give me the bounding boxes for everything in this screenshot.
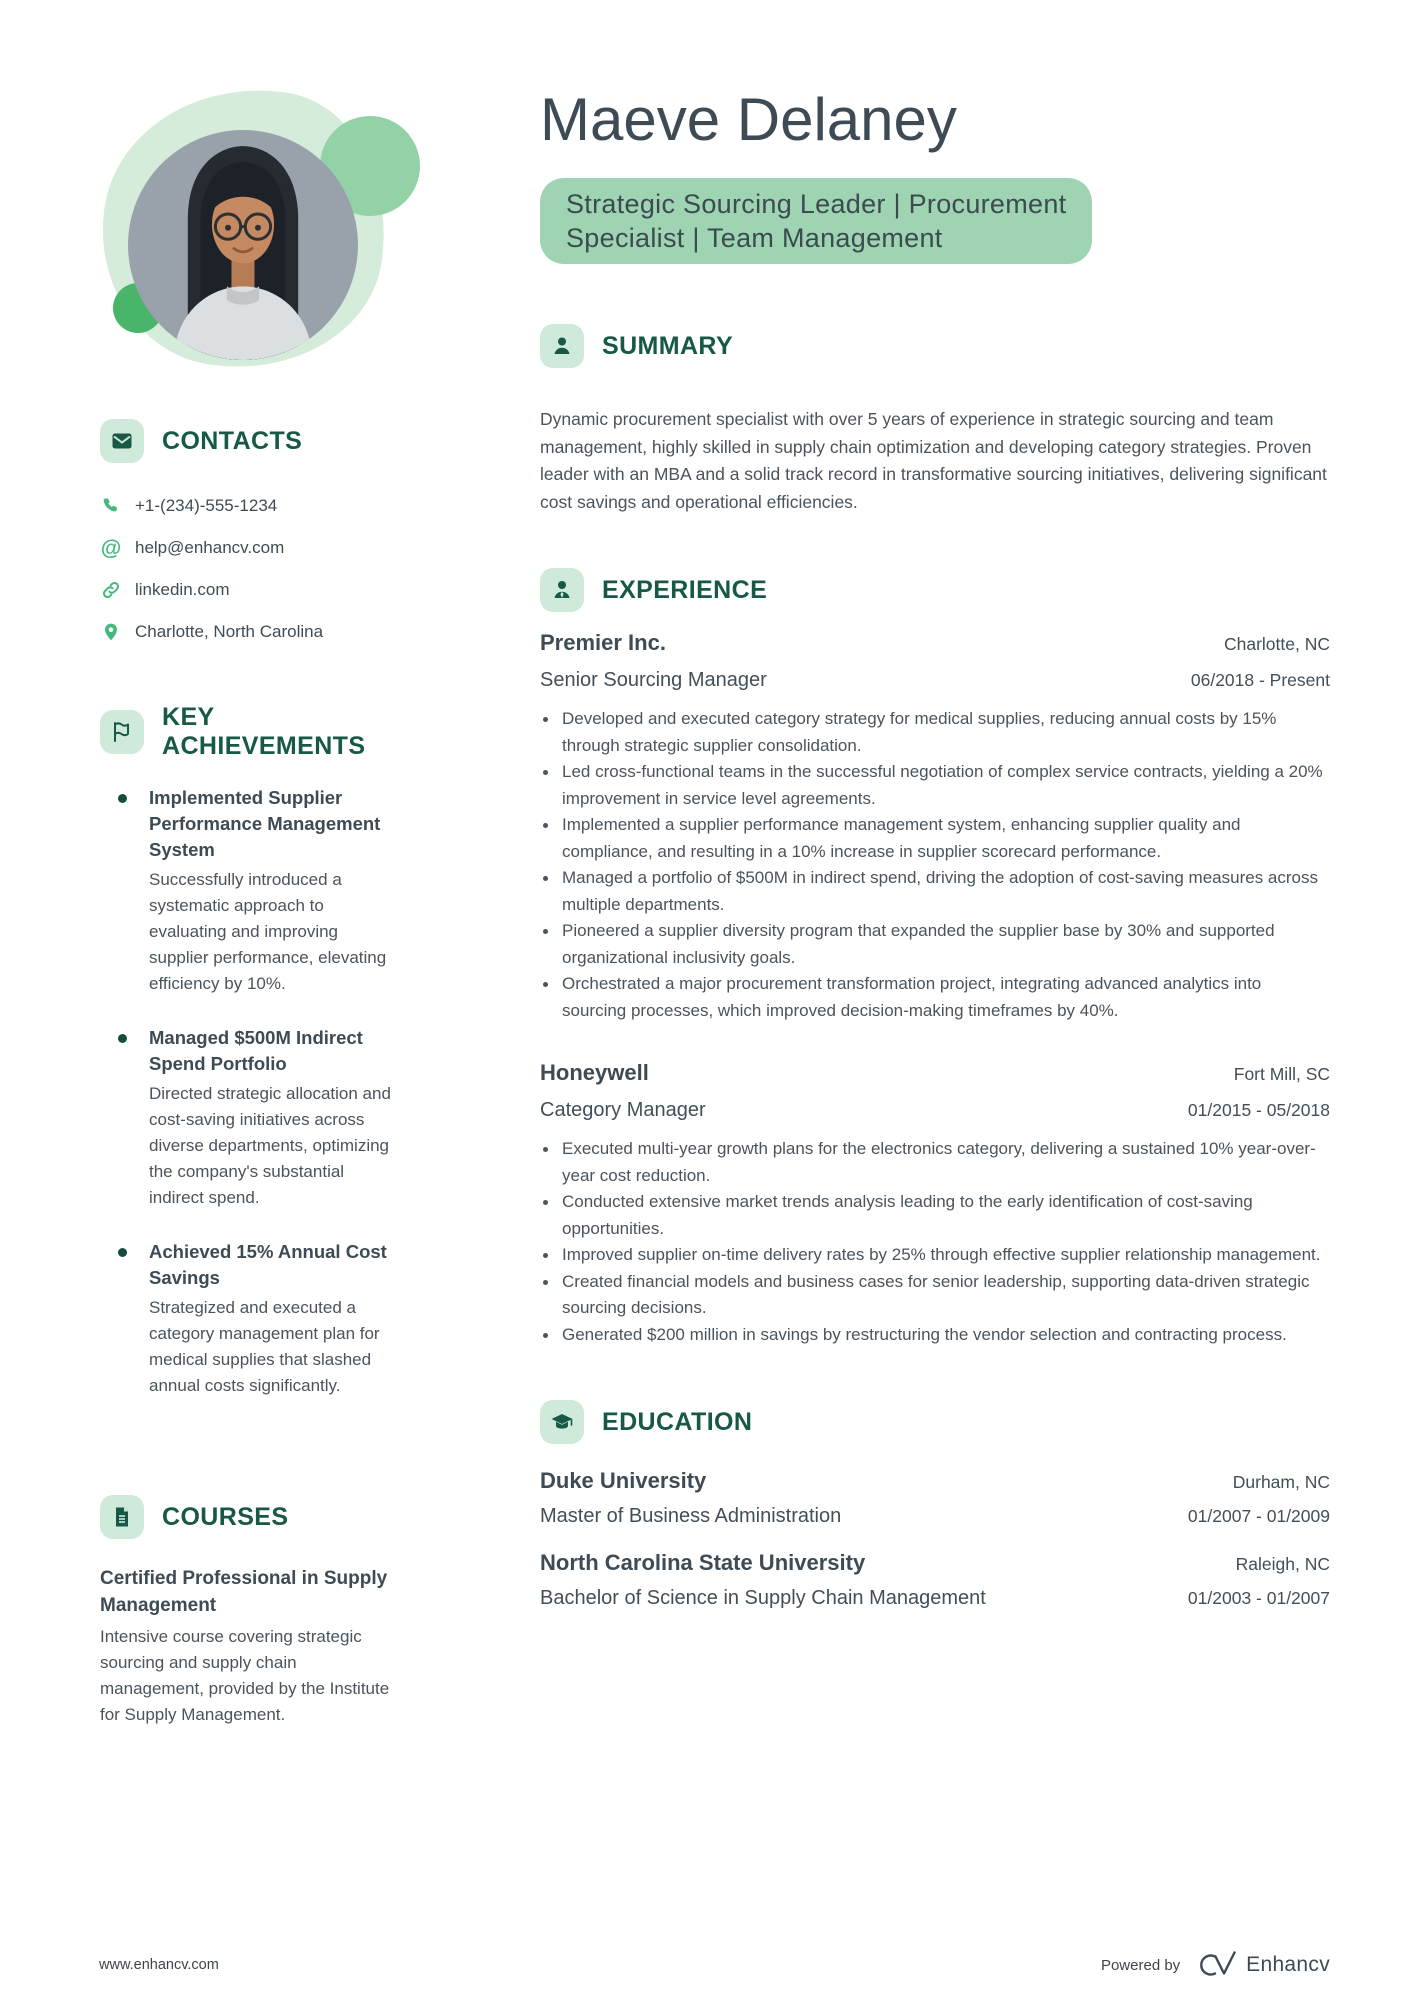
businessperson-icon bbox=[540, 568, 584, 612]
course-description: Intensive course covering strategic sourcing and supply chain management, provided by the Institute for Supply Management. bbox=[100, 1627, 390, 1724]
contacts-heading: CONTACTS bbox=[162, 426, 303, 455]
experience-section bbox=[540, 568, 1330, 1348]
education-entry bbox=[540, 1548, 1330, 1612]
achievement-description: Successfully introduced a systematic approach to evaluating and improving supplier performance, elevating efficiency by 10%. bbox=[149, 870, 387, 993]
job-company: Honeywell bbox=[540, 1060, 649, 1085]
powered-by-label: Powered by bbox=[1100, 1956, 1181, 1974]
bullet-dot-icon bbox=[118, 1248, 127, 1257]
job-dates: 06/2018 - Present bbox=[1190, 670, 1330, 690]
achievement-description: Strategized and executed a category management plan for medical supplies that slashed annual costs significantly. bbox=[149, 1298, 380, 1395]
job-role: Senior Sourcing Manager bbox=[540, 669, 767, 691]
summary-text: Dynamic procurement specialist with over 5 years of experience in strategic sourcing and team management, highly skilled in supply chain optimization and developing category strategies. Proven leader with an MBA and a solid track record in transformative sourcing initiatives, delivering significant cost savings and operational efficiencies. bbox=[540, 409, 1327, 512]
contact-linkedin-text: linkedin.com bbox=[135, 580, 230, 599]
at-icon: @ bbox=[100, 536, 122, 560]
footer bbox=[99, 1951, 1330, 1979]
education-entry bbox=[540, 1466, 1330, 1530]
courses-heading: COURSES bbox=[162, 1502, 289, 1531]
achievement-title: Implemented Supplier Performance Management System bbox=[149, 787, 381, 860]
job-entry bbox=[540, 628, 1330, 1024]
document-icon bbox=[100, 1495, 144, 1539]
job-title-line: Strategic Sourcing Leader | Procurement bbox=[566, 189, 1067, 219]
school-degree: Master of Business Administration bbox=[540, 1505, 842, 1527]
job-bullet: Executed multi-year growth plans for the electronics category, delivering a sustained 10% year-over-year cost reduction. bbox=[540, 1136, 1330, 1189]
contact-location-text: Charlotte, North Carolina bbox=[135, 622, 324, 641]
job-bullets bbox=[540, 706, 1330, 1024]
achievement-title: Achieved 15% Annual Cost Savings bbox=[149, 1241, 387, 1288]
job-bullet: Conducted extensive market trends analysis leading to the early identification of cost-saving opportunities. bbox=[540, 1189, 1330, 1242]
contact-linkedin[interactable] bbox=[100, 579, 400, 601]
job-bullet: Developed and executed category strategy for medical supplies, reducing annual costs by 15% through strategic supplier consolidation. bbox=[540, 706, 1330, 759]
school-name: Duke University bbox=[540, 1468, 707, 1493]
person-icon bbox=[540, 324, 584, 368]
achievement-item bbox=[100, 785, 400, 997]
bullet-dot-icon bbox=[118, 1034, 127, 1043]
contact-phone-text: +1-(234)-555-1234 bbox=[135, 496, 278, 515]
graduation-cap-icon bbox=[540, 1400, 584, 1444]
main-content bbox=[540, 0, 1330, 1728]
job-bullet: Improved supplier on-time delivery rates by 25% through effective supplier relationship management. bbox=[540, 1242, 1330, 1269]
enhancv-logo-text: Enhancv bbox=[1246, 1953, 1330, 1976]
achievement-title: Managed $500M Indirect Spend Portfolio bbox=[149, 1027, 363, 1074]
flag-icon bbox=[100, 710, 144, 754]
phone-icon bbox=[100, 495, 122, 517]
job-bullet: Generated $200 million in savings by restructuring the vendor selection and contracting process. bbox=[540, 1322, 1330, 1349]
avatar bbox=[128, 130, 358, 360]
school-location: Durham, NC bbox=[1232, 1472, 1330, 1492]
achievement-description: Directed strategic allocation and cost-saving initiatives across diverse departments, optimizing the company's substantial indirect spend. bbox=[149, 1084, 391, 1207]
achievement-item bbox=[100, 1239, 400, 1399]
contact-phone[interactable] bbox=[100, 495, 400, 517]
enhancv-logo[interactable] bbox=[1194, 1951, 1330, 1979]
courses-section bbox=[100, 1495, 400, 1728]
course-item bbox=[100, 1565, 400, 1728]
job-bullet: Managed a portfolio of $500M in indirect spend, driving the adoption of cost-saving measures across multiple departments. bbox=[540, 865, 1330, 918]
profile-photo bbox=[90, 64, 390, 369]
achievement-item bbox=[100, 1025, 400, 1211]
job-bullet: Implemented a supplier performance management system, enhancing supplier quality and compliance, and resulting in a 10% increase in supplier scorecard performance. bbox=[540, 812, 1330, 865]
school-location: Raleigh, NC bbox=[1235, 1554, 1330, 1574]
envelope-icon bbox=[100, 419, 144, 463]
job-bullet: Created financial models and business cases for senior leadership, supporting data-driven strategic sourcing decisions. bbox=[540, 1269, 1330, 1322]
job-entry bbox=[540, 1058, 1330, 1348]
contact-email-text: help@enhancv.com bbox=[135, 538, 285, 557]
avatar-illustration bbox=[128, 130, 358, 360]
contact-location bbox=[100, 621, 400, 643]
education-section bbox=[540, 1400, 1330, 1612]
achievements-section bbox=[100, 703, 400, 1399]
job-bullet: Led cross-functional teams in the successful negotiation of complex service contracts, yielding a 20% improvement in service level agreements. bbox=[540, 759, 1330, 812]
contacts-section bbox=[100, 419, 400, 643]
summary-section bbox=[540, 324, 1330, 516]
experience-heading: EXPERIENCE bbox=[602, 575, 768, 604]
school-dates: 01/2003 - 01/2007 bbox=[1187, 1588, 1330, 1608]
job-title-line: Specialist | Team Management bbox=[566, 223, 943, 253]
enhancv-logo-icon bbox=[1194, 1951, 1238, 1979]
bullet-dot-icon bbox=[118, 794, 127, 803]
achievements-heading: KEY ACHIEVEMENTS bbox=[162, 703, 366, 760]
job-title-banner bbox=[540, 178, 1092, 264]
summary-heading: SUMMARY bbox=[602, 331, 734, 360]
school-name: North Carolina State University bbox=[540, 1550, 866, 1575]
job-role: Category Manager bbox=[540, 1099, 706, 1121]
job-bullet: Orchestrated a major procurement transformation project, integrating advanced analytics into sourcing processes, which improved decision-making timeframes by 40%. bbox=[540, 971, 1330, 1024]
sidebar bbox=[80, 0, 400, 1728]
contact-email[interactable] bbox=[100, 537, 400, 559]
school-degree: Bachelor of Science in Supply Chain Management bbox=[540, 1587, 986, 1609]
job-location: Charlotte, NC bbox=[1223, 634, 1330, 654]
job-bullet: Pioneered a supplier diversity program that expanded the supplier base by 30% and supported organizational inclusivity goals. bbox=[540, 918, 1330, 971]
job-bullets bbox=[540, 1136, 1330, 1348]
school-dates: 01/2007 - 01/2009 bbox=[1187, 1506, 1330, 1526]
job-dates: 01/2015 - 05/2018 bbox=[1187, 1100, 1330, 1120]
education-heading: EDUCATION bbox=[602, 1407, 753, 1436]
footer-website-link[interactable]: www.enhancv.com bbox=[99, 1957, 219, 1973]
location-icon bbox=[100, 621, 122, 643]
job-company: Premier Inc. bbox=[540, 630, 666, 655]
link-icon bbox=[100, 579, 122, 601]
job-location: Fort Mill, SC bbox=[1233, 1064, 1330, 1084]
course-title: Certified Professional in Supply Management bbox=[100, 1568, 388, 1616]
person-name: Maeve Delaney bbox=[540, 86, 957, 153]
